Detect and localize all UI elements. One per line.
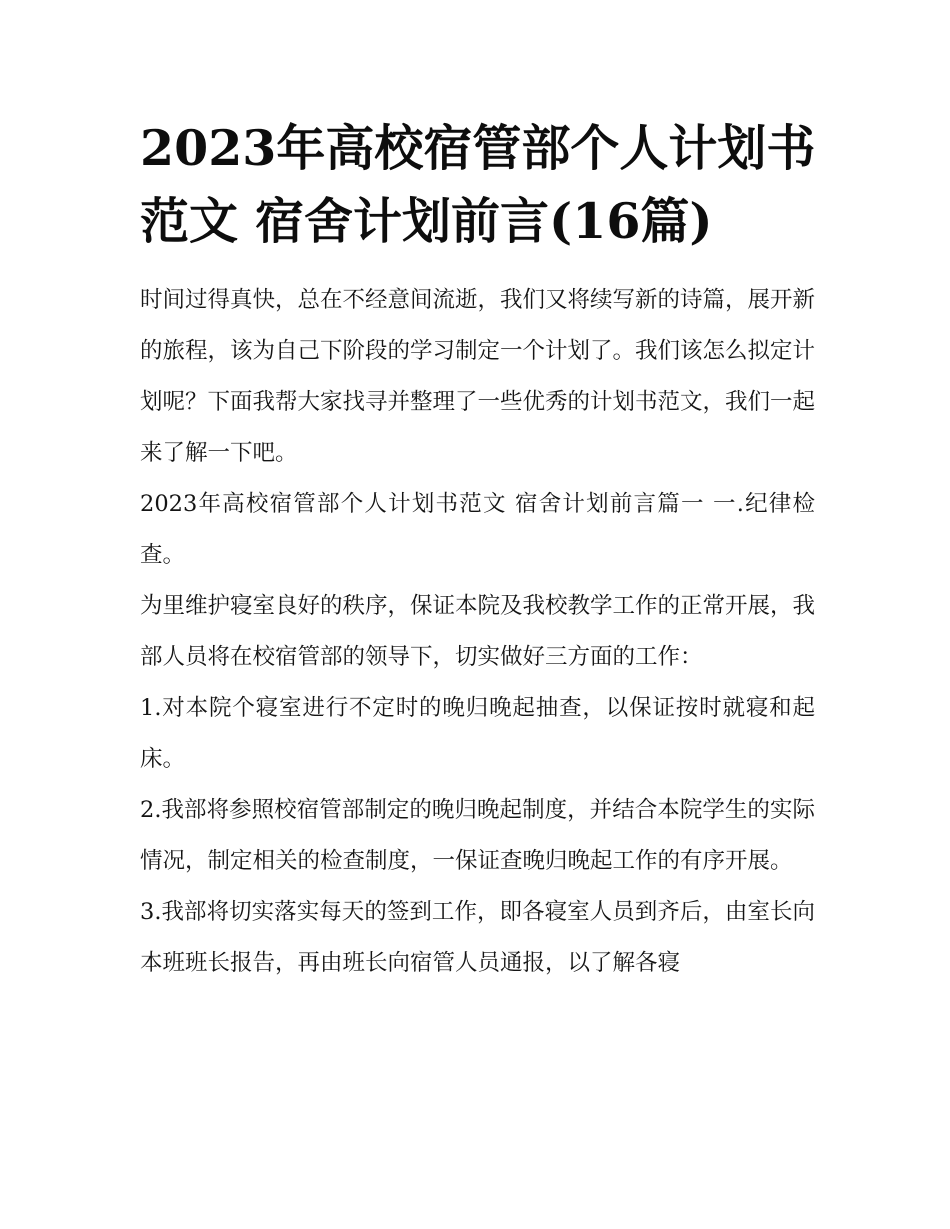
intro-paragraph: 时间过得真快，总在不经意间流逝，我们又将续写新的诗篇，展开新的旅程，该为自己下阶段的学习制定一个计划了。我们该怎么拟定计划呢？下面我帮大家找寻并整理了一些优秀的计划书范文，我们一起来了解一下吧。 xyxy=(140,287,816,466)
list-item-3: 3.我部将切实落实每天的签到工作，即各寝室人员到齐后，由室长向本班班长报告，再由班长向宿管人员通报，以了解各寝 xyxy=(140,899,815,976)
document-title: 2023年高校宿管部个人计划书范文 宿舍计划前言(16篇) xyxy=(140,119,816,250)
section-heading-paragraph: 2023年高校宿管部个人计划书范文 宿舍计划前言篇一 一.纪律检查。 xyxy=(140,491,815,568)
list-item-2: 2.我部将参照校宿管部制定的晚归晚起制度，并结合本院学生的实际情况，制定相关的检查制度，一保证查晚归晚起工作的有序开展。 xyxy=(140,797,815,874)
list-item-1: 1.对本院个寝室进行不定时的晚归晚起抽查，以保证按时就寝和起床。 xyxy=(140,695,815,772)
document-body xyxy=(140,275,815,989)
body-paragraph: 为里维护寝室良好的秩序，保证本院及我校教学工作的正常开展，我部人员将在校宿管部的领导下，切实做好三方面的工作： xyxy=(140,593,816,670)
